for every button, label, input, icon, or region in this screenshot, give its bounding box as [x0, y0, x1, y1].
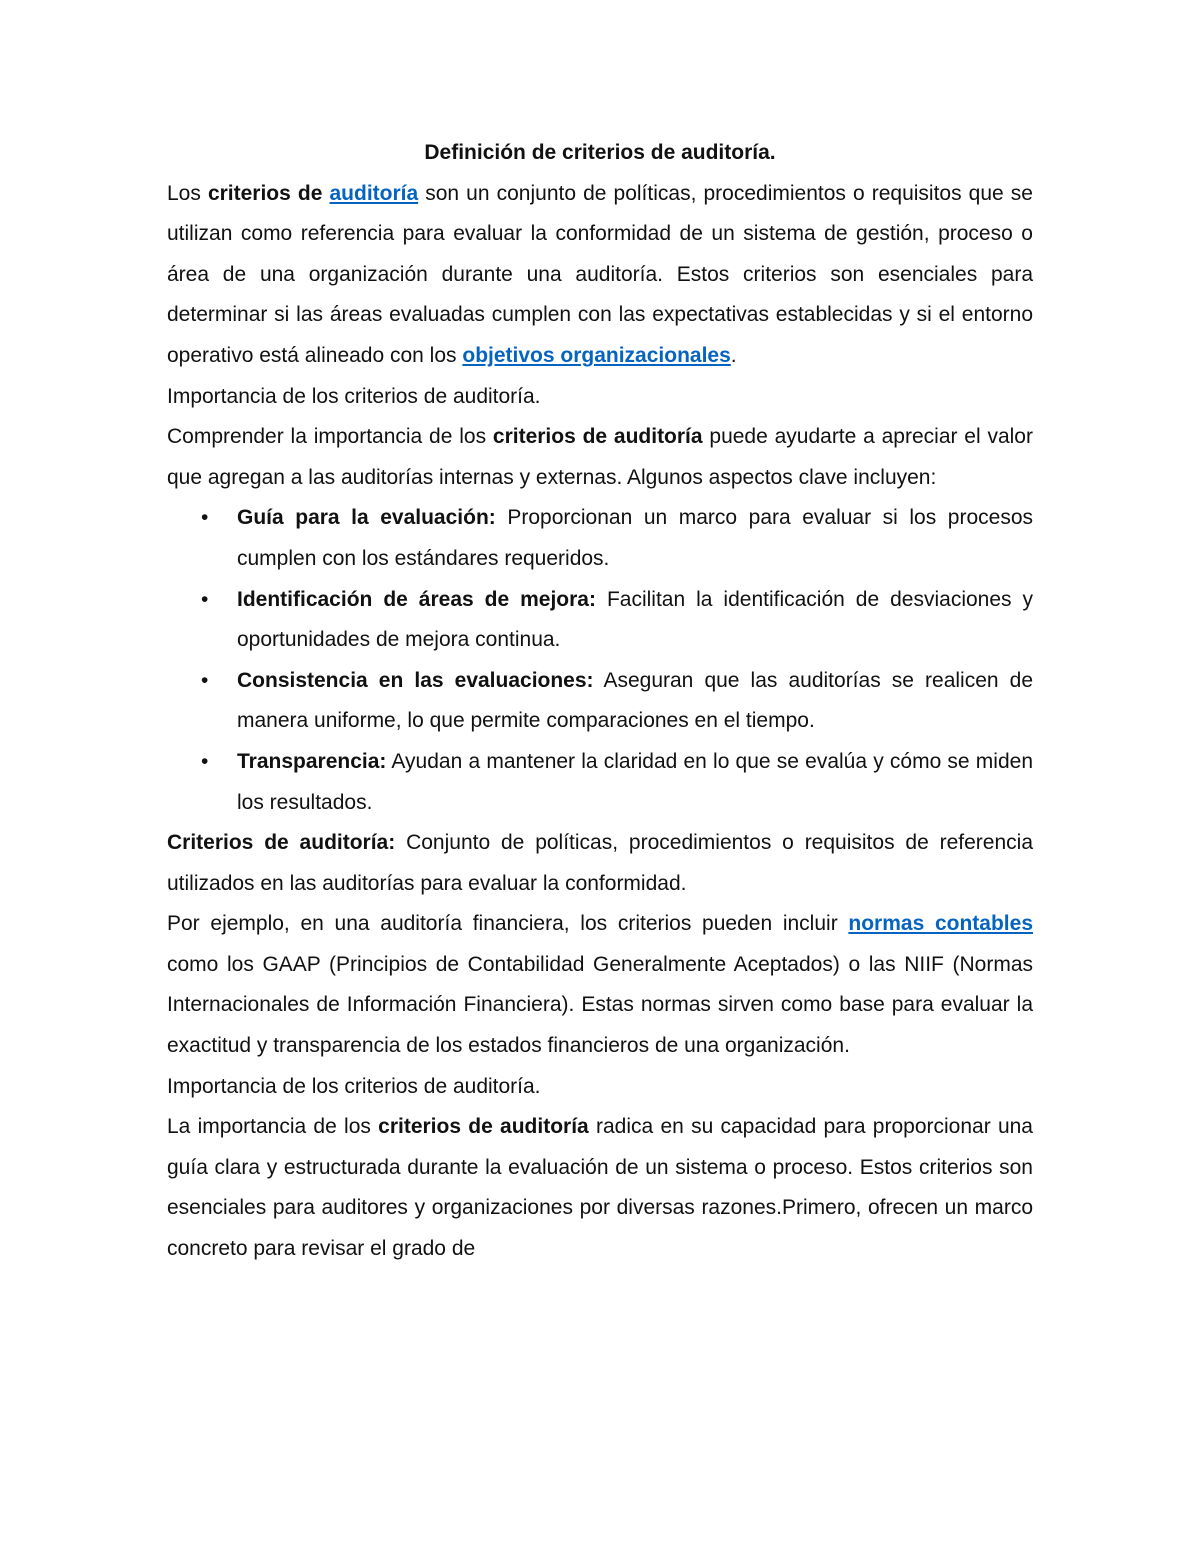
paragraph-text: La importancia de los	[167, 1115, 379, 1139]
section-heading-importancia-2: Importancia de los criterios de auditoría.	[167, 1074, 541, 1098]
list-item-term: Consistencia en las evaluaciones:	[237, 668, 594, 692]
bold-term: criterios de auditoría	[378, 1115, 589, 1139]
list-item-text: Ayudan a mantener la claridad en lo que se evalúa y cómo se miden los resultados.	[237, 749, 1033, 814]
link-auditoria[interactable]: auditoría	[329, 181, 419, 205]
paragraph-text: Los	[167, 181, 208, 205]
section-heading-importancia: Importancia de los criterios de auditoría.	[167, 384, 541, 408]
paragraph-importancia	[167, 1107, 1033, 1269]
bold-term: criterios de auditoría	[492, 425, 703, 449]
list-item-text: Facilitan la identificación de desviaciones y oportunidades de mejora continua.	[237, 587, 1033, 652]
paragraph-text: radica en su capacidad para proporcionar una guía clara y estructurada durante la evaluación de un sistema o proceso. Estos criterios son esenciales para auditores y organizaciones por diversas razones.Primero, ofrecen un marco concreto para revisar el grado de	[167, 1115, 1033, 1261]
paragraph-text: .	[730, 343, 737, 367]
list-item-term: Identificación de áreas de mejora:	[237, 587, 596, 611]
key-aspects-list	[167, 498, 1033, 823]
link-objetivos-organizacionales[interactable]: objetivos organizacionales	[462, 343, 731, 367]
link-normas-contables[interactable]: normas contables	[848, 912, 1033, 936]
paragraph-comprender	[167, 417, 1033, 498]
list-item-text: Proporcionan un marco para evaluar si los procesos cumplen con los estándares requeridos.	[237, 506, 1034, 570]
paragraph-example	[167, 904, 1033, 1066]
paragraph-intro	[167, 174, 1033, 377]
paragraph-text: puede ayudarte a apreciar el valor que agregan a las auditorías internas y externas. Algunos aspectos clave incluyen:	[167, 425, 1033, 489]
paragraph-text: Comprender la importancia de los	[167, 425, 493, 449]
list-item	[167, 580, 1033, 661]
list-item-text: Aseguran que las auditorías se realicen de manera uniforme, lo que permite comparaciones en el tiempo.	[237, 668, 1034, 733]
document-body	[167, 133, 1033, 1270]
paragraph-text: Conjunto de políticas, procedimientos o requisitos de referencia utilizados en las auditorías para evaluar la conformidad.	[167, 831, 1034, 895]
bullet-icon: •	[201, 587, 209, 611]
list-item	[167, 742, 1033, 823]
paragraph-definition	[167, 823, 1033, 904]
bold-term: Criterios de auditoría:	[167, 831, 396, 855]
list-item-term: Transparencia:	[237, 749, 387, 773]
list-item	[167, 661, 1033, 742]
bold-term: criterios de	[207, 181, 330, 205]
paragraph-text: como los GAAP (Principios de Contabilidad Generalmente Aceptados) o las NIIF (Normas Internacionales de Información Financiera). Estas normas sirven como base para evaluar la exactitud y transparencia de los estados financieros de una organización.	[167, 952, 1033, 1058]
bullet-icon: •	[201, 668, 209, 692]
list-item	[167, 498, 1033, 579]
bullet-icon: •	[201, 506, 209, 530]
bullet-icon: •	[201, 749, 209, 773]
list-item-term: Guía para la evaluación:	[237, 506, 496, 530]
paragraph-text: son un conjunto de políticas, procedimientos o requisitos que se utilizan como referencia para evaluar la conformidad de un sistema de gestión, proceso o área de una organización durante una auditoría. Estos criterios son esenciales para determinar si las áreas evaluadas cumplen con las expectativas establecidas y si el entorno operativo está alineado con los	[167, 181, 1033, 367]
page-title: Definición de criterios de auditoría.	[424, 141, 776, 164]
paragraph-text: Por ejemplo, en una auditoría financiera, los criterios pueden incluir	[167, 912, 849, 936]
